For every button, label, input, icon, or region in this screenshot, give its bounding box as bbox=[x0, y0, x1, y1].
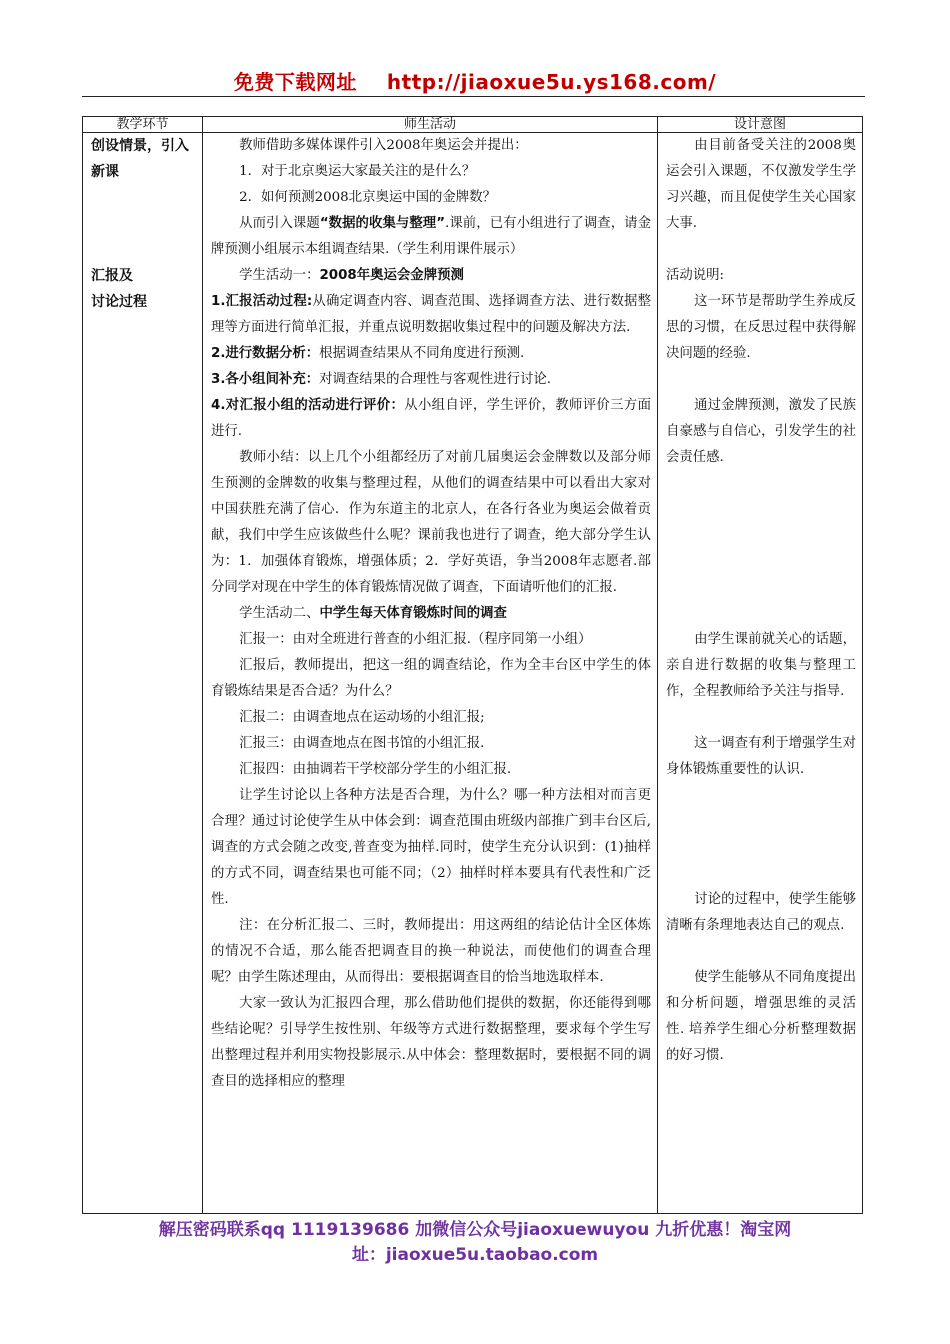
lesson-plan-table bbox=[82, 116, 863, 1214]
table-row bbox=[83, 133, 863, 1214]
stage-report-line1: 汇报及 bbox=[91, 268, 133, 284]
note-paragraph: 注：在分析汇报二、三时，教师提出：用这两组的结论估计全区体炼的情况不合适，那么能否把调查目的换一种说法，而使他们的调查合理呢？由学生陈述理由，从而得出：要根据调查目的恰当地选取样本. bbox=[211, 918, 651, 985]
activity-step-1: 1.汇报活动过程:从确定调查内容、调查范围、选择调查方法、进行数据整理等方面进行简单汇报，并重点说明数据收集过程中的问题及解决方法. bbox=[211, 294, 652, 335]
header-label: 免费下载网址 bbox=[233, 70, 357, 94]
table-header-row bbox=[83, 117, 863, 133]
design-intent-cell bbox=[658, 133, 863, 1214]
activity-question-2: 2．如何预测2008北京奥运中国的金牌数？ bbox=[239, 190, 496, 205]
header-url-link[interactable]: http://jiaoxue5u.ys168.com/ bbox=[386, 70, 717, 94]
report-2: 汇报二：由调查地点在运动场的小组汇报; bbox=[239, 710, 485, 725]
report-1: 汇报一：由对全班进行普查的小组汇报.（程序同第一小组） bbox=[239, 632, 592, 647]
activity-step-2: 2.进行数据分析：根据调查结果从不同角度进行预测. bbox=[211, 346, 525, 361]
activities-cell bbox=[203, 133, 658, 1214]
column-header-activities: 师生活动 bbox=[203, 117, 658, 133]
page-header bbox=[0, 66, 950, 95]
activity-heading-2: 学生活动二、中学生每天体育锻炼时间的调查 bbox=[239, 606, 507, 621]
intent-note: 使学生能够从不同角度提出和分析问题，增强思维的灵活性. 培养学生细心分析整理数据的好习惯. bbox=[666, 970, 856, 1063]
intent-note: 由目前备受关注的2008奥运会引入课题，不仅激发学生学习兴趣，而且促使学生关心国家大事. bbox=[666, 138, 856, 231]
stage-cell bbox=[83, 133, 203, 1214]
page-footer bbox=[82, 1218, 868, 1268]
report-4: 汇报四：由抽调若干学校部分学生的小组汇报. bbox=[239, 762, 512, 777]
report-3: 汇报三：由调查地点在图书馆的小组汇报. bbox=[239, 736, 485, 751]
footer-line-2: 址：jiaoxue5u.taobao.com bbox=[351, 1245, 599, 1265]
activity-step-3: 3.各小组间补充：对调查结果的合理性与客观性进行讨论. bbox=[211, 372, 552, 387]
intent-note: 由学生课前就关心的话题，亲自进行数据的收集与整理工作，全程教师给予关注与指导. bbox=[666, 632, 856, 699]
intent-note: 讨论的过程中，使学生能够清晰有条理地表达自己的观点. bbox=[666, 892, 856, 933]
intent-note: 通过金牌预测，激发了民族自豪感与自信心，引发学生的社会责任感. bbox=[666, 398, 856, 465]
discussion-paragraph: 让学生讨论以上各种方法是否合理，为什么？哪一种方法相对而言更合理？通过讨论使学生从中体会到：调查范围由班级内部推广到丰台区后,调查的方式会随之改变,普查变为抽样.同时，使学生充分认识到：(1)抽样的方式不同，调查结果也可能不同；（2）抽样时样本要具有代表性和广泛性. bbox=[211, 788, 651, 907]
teacher-summary: 教师小结：以上几个小组都经历了对前几届奥运会金牌数以及部分师生预测的金牌数的收集与整理过程，从他们的调查结果中可以看出大家对中国获胜充满了信心．作为东道主的北京人，在各行各业为奥运会做着贡献，我们中学生应该做些什么呢？课前我也进行了调查，绝大部分学生认为：1．加强体育锻炼，增强体质；2．学好英语，争当2008年志愿者.部分同学对现在中学生的体育锻炼情况做了调查，下面请听他们的汇报. bbox=[211, 450, 651, 595]
activity-step-4: 4.对汇报小组的活动进行评价：从小组自评，学生评价，教师评价三方面进行. bbox=[211, 398, 651, 439]
activity-question-1: 1．对于北京奥运大家最关注的是什么？ bbox=[239, 164, 476, 179]
activity-paragraph: 从而引入课题“数据的收集与整理”.课前，已有小组进行了调查，请金牌预测小组展示本组调查结果.（学生利用课件展示） bbox=[211, 216, 651, 257]
lesson-topic: “数据的收集与整理” bbox=[319, 216, 446, 231]
intent-label: 活动说明: bbox=[666, 268, 725, 283]
header-divider bbox=[82, 96, 865, 97]
intent-note: 这一调查有利于增强学生对身体锻炼重要性的认识. bbox=[666, 736, 856, 777]
conclusion-paragraph: 大家一致认为汇报四合理，那么借助他们提供的数据，你还能得到哪些结论呢？引导学生按性别、年级等方式进行数据整理，要求每个学生写出整理过程并利用实物投影展示.从中体会：整理数据时，要根据不同的调查目的选择相应的整理 bbox=[211, 996, 651, 1089]
activity-paragraph: 教师借助多媒体课件引入2008年奥运会并提出： bbox=[239, 138, 528, 153]
footer-line-1: 解压密码联系qq 1119139686 加微信公众号jiaoxuewuyou 九折优惠！淘宝网 bbox=[158, 1220, 792, 1240]
stage-intro: 创设情景，引入新课 bbox=[91, 138, 189, 180]
column-header-design-intent: 设计意图 bbox=[658, 117, 863, 133]
intent-note: 这一环节是帮助学生养成反思的习惯，在反思过程中获得解决问题的经验. bbox=[666, 294, 856, 361]
activity-heading-1: 学生活动一：2008年奥运会金牌预测 bbox=[239, 268, 464, 283]
teacher-question: 汇报后，教师提出，把这一组的调查结论，作为全丰台区中学生的体育锻炼结果是否合适？为什么？ bbox=[211, 658, 651, 699]
column-header-stage: 教学环节 bbox=[83, 117, 203, 133]
stage-report-line2: 讨论过程 bbox=[91, 294, 147, 310]
